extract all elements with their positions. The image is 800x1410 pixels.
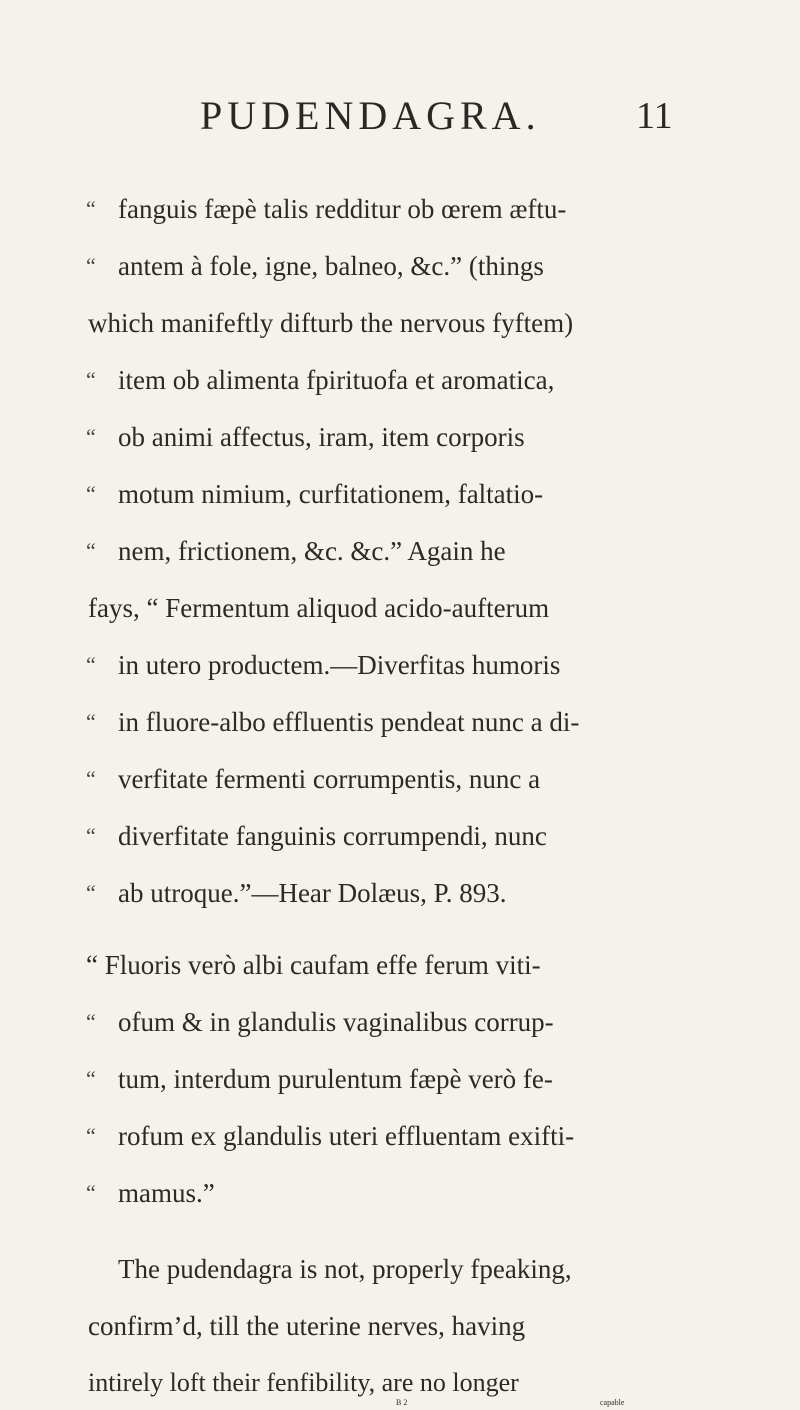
text-line: fays, “ Fermentum aliquod acido-aufterum — [88, 593, 550, 623]
quote-mark: “ — [86, 253, 96, 278]
quote-mark: “ — [86, 1066, 96, 1091]
quote-mark: “ — [86, 538, 96, 563]
text-line: fanguis fæpè talis redditur ob œrem æftu- — [118, 194, 567, 224]
quote-mark: “ — [86, 1123, 96, 1148]
quote-mark: “ — [86, 652, 96, 677]
text-line: confirm’d, till the uterine nerves, having — [88, 1311, 526, 1341]
text-line: diverfitate fanguinis corrumpendi, nunc — [118, 821, 547, 851]
text-line: ofum & in glandulis vaginalibus corrup- — [118, 1007, 554, 1037]
quote-mark: “ — [86, 196, 96, 221]
text-line: in fluore-albo effluentis pendeat nunc a di- — [118, 707, 580, 737]
quote-mark: “ — [86, 766, 96, 791]
text-line: motum nimium, curfitationem, faltatio- — [118, 479, 544, 509]
text-line: mamus.” — [118, 1178, 215, 1208]
quote-mark: “ — [86, 424, 96, 449]
text-line: tum, interdum purulentum fæpè verò fe- — [118, 1064, 553, 1094]
page-number: 11 — [636, 95, 673, 137]
running-head: PUDENDAGRA. — [200, 93, 541, 138]
text-line: antem à fole, igne, balneo, &c.” (things — [118, 251, 544, 281]
text-line: item ob alimenta fpirituofa et aromatica, — [118, 365, 555, 395]
quote-mark: “ — [86, 709, 96, 734]
text-line: verfitate fermenti corrumpentis, nunc a — [118, 764, 541, 794]
catchword: capable — [600, 1398, 625, 1407]
quote-mark: “ — [86, 367, 96, 392]
quote-mark: “ — [86, 481, 96, 506]
signature-mark: B 2 — [396, 1398, 408, 1407]
quote-mark: “ — [86, 1009, 96, 1034]
quote-mark: “ — [86, 1180, 96, 1205]
text-line: which manifeftly difturb the nervous fyftem) — [88, 308, 574, 338]
text-line: in utero productem.—Diverfitas humoris — [118, 650, 561, 680]
text-line: rofum ex glandulis uteri effluentam exifti- — [118, 1121, 575, 1151]
text-line: intirely loft their fenfibility, are no longer — [88, 1368, 519, 1397]
text-line: ob animi affectus, iram, item corporis — [118, 422, 525, 452]
text-line: “ Fluoris verò albi caufam effe ferum viti- — [86, 950, 541, 980]
quote-mark: “ — [86, 823, 96, 848]
text-line: nem, frictionem, &c. &c.” Again he — [118, 536, 506, 566]
text-line: The pudendagra is not, properly fpeaking, — [118, 1254, 572, 1284]
text-line: ab utroque.”—Hear Dolæus, P. 893. — [118, 878, 507, 908]
quote-mark: “ — [86, 880, 96, 905]
